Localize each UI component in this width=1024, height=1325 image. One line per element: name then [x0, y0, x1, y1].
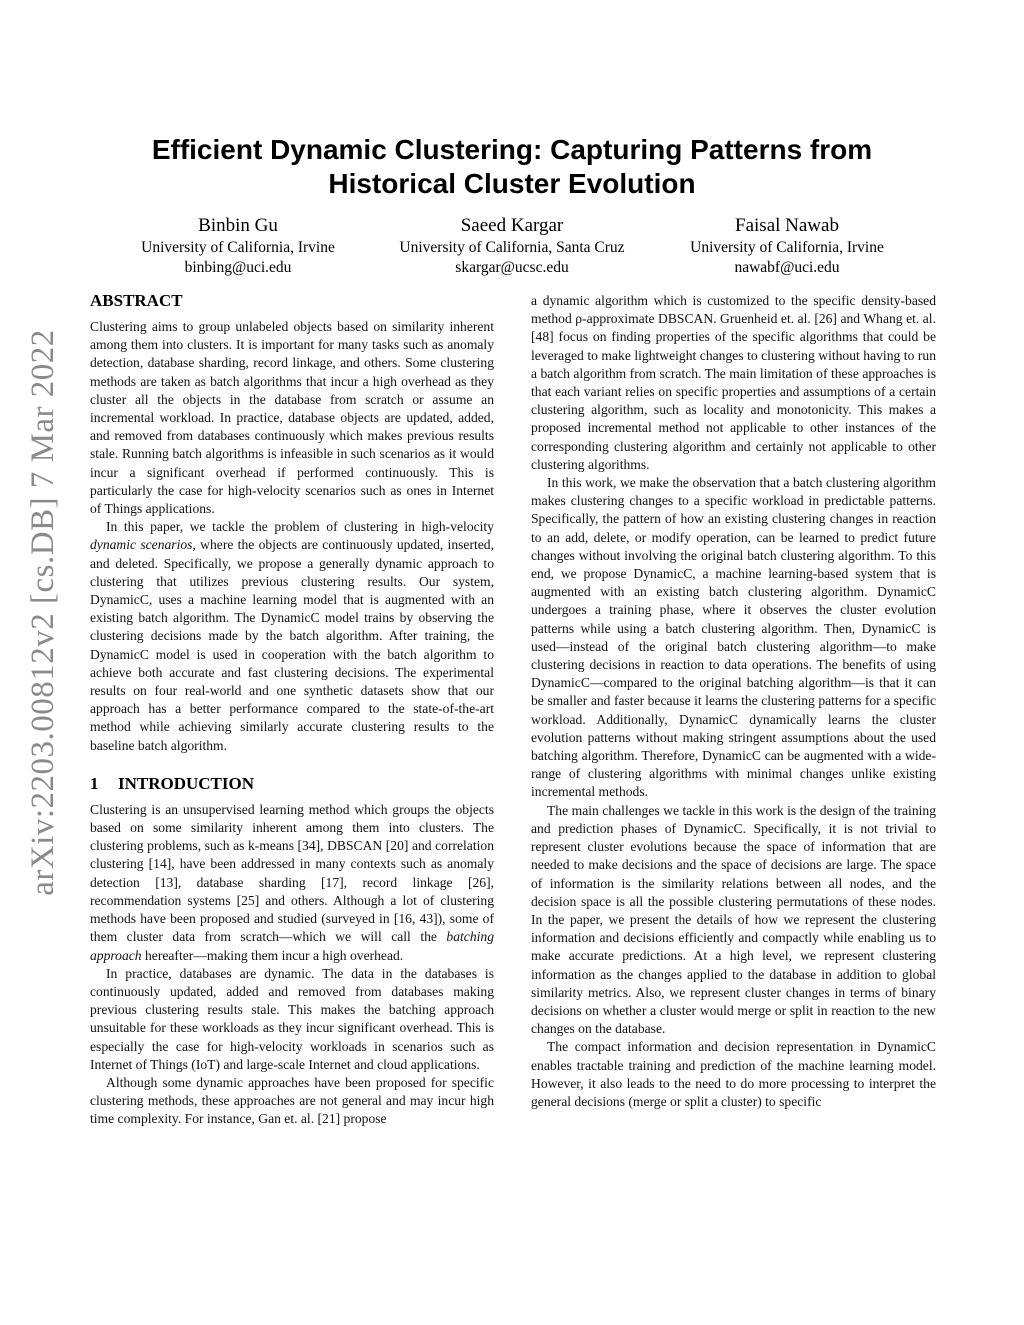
title-line-2: Historical Cluster Evolution: [328, 168, 696, 199]
abstract-heading: ABSTRACT: [90, 291, 183, 310]
body-paragraph: The main challenges we tackle in this work is the design of the training and prediction phases of DynamicC. Specifically, it is not trivial to represent cluster evolutions because the space of information that are needed to make decisions and the space of decisions are large. The space of information is the similarity relations between all nodes, and the decision space is all the possible clustering permutations of these nodes. In the paper, we present the details of how we represent the clustering information and decisions efficiently and compactly while enabling us to make accurate predictions. At a high level, we represent clustering information as the changes applied to the database in addition to global similarity metrics. Also, we represent cluster changes in terms of binary decisions on whether a cluster would merge or split in reaction to the new changes on the database.: [531, 802, 936, 1037]
author-name: Saeed Kargar: [460, 215, 564, 236]
author-name: Binbin Gu: [198, 215, 278, 236]
title-line-1: Efficient Dynamic Clustering: Capturing Patterns from: [151, 134, 873, 165]
author-name: Faisal Nawab: [735, 215, 839, 236]
intro-paragraph: Although some dynamic approaches have been proposed for specific clustering methods, these approaches are not general and may incur high time complexity. For instance, Gan et. al. [21] propose: [90, 1074, 494, 1127]
right-column: [531, 292, 936, 1111]
intro-text: hereafter—making them incur a high overhead.: [141, 947, 404, 963]
author-email[interactable]: nawabf@uci.edu: [734, 259, 840, 276]
author-block: [637, 214, 937, 278]
body-paragraph: The compact information and decision representation in DynamicC enables tractable training and prediction of the machine learning model. However, it also leads to the need to do more processing to interpret the general decisions (merge or split a cluster) to specific: [531, 1039, 936, 1109]
section-title: INTRODUCTION: [118, 773, 255, 793]
arxiv-stamp: [16, 320, 70, 905]
author-affiliation: University of California, Santa Cruz: [399, 239, 625, 256]
author-affiliation: University of California, Irvine: [690, 239, 884, 256]
paper-title: [100, 133, 924, 201]
author-email[interactable]: binbing@uci.edu: [184, 259, 292, 276]
intro-paragraph: In practice, databases are dynamic. The data in the databases is continuously updated, added and removed from databases making previous clustering results stale. This makes the batching approach unsuitable for these workloads as they incur significant overhead. This is especially the case for high-velocity workloads in scenarios such as Internet of Things (IoT) and large-scale Internet and cloud applications.: [90, 965, 494, 1072]
author-email[interactable]: skargar@ucsc.edu: [455, 259, 569, 276]
intro-emphasis: batching approach: [90, 929, 494, 963]
intro-paragraph: [90, 801, 494, 965]
intro-text: Clustering is an unsupervised learning method which groups the objects based on some similarity inherent among them into clusters. The clustering problems, such as k-means [34], DBSCAN [20] and correlation clustering [14], have been addressed in many contexts such as anomaly detection [13], database sharding [17], record linkage [26], recommendation systems [25] and others. Although a lot of clustering methods have been proposed and studied (surveyed in [16, 43]), some of them cluster data from scratch—which we will call the: [90, 801, 494, 945]
body-paragraph: a dynamic algorithm which is customized to the specific density-based method ρ-approximate DBSCAN. Gruenheid et. al. [26] and Whang et. al. [48] focus on finding properties of the specific algorithms that could be leveraged to make lightweight changes to clustering without having to run a batch algorithm from scratch. The main limitation of these approaches is that each variant relies on specific properties and assumptions of a certain clustering algorithm, such as locality and monotonicity. This makes a proposed incremental method not applicable to other instances of the corresponding clustering algorithm and certainly not applicable to other clustering algorithms.: [531, 293, 936, 472]
abstract-emphasis: dynamic scenarios: [90, 537, 193, 553]
abstract-paragraph: Clustering aims to group unlabeled objects based on similarity inherent among them into clusters. It is important for many tasks such as anomaly detection, database sharding, record linkage, and others. Some clustering methods are taken as batch algorithms that incur a high overhead as they cluster all the objects in the database from scratch or assume an incremental workload. In practice, database objects are updated, added, and removed from databases continuously which makes previous results stale. Running batch algorithms is infeasible in such scenarios as it would incur a significant overhead if performed continuously. This is particularly the case for high-velocity scenarios such as ones in Internet of Things applications.: [90, 319, 494, 517]
introduction-heading: [90, 773, 494, 795]
body-paragraph: In this work, we make the observation that a batch clustering algorithm makes clustering changes to a specific workload in predictable patterns. Specifically, the pattern of how an existing clustering changes in reaction to an add, delete, or modify operation, can be learned to predict future changes without involving the original batch clustering algorithm. To this end, we propose DynamicC, a machine learning-based system that is augmented with an existing batch clustering algorithm. DynamicC undergoes a training phase, where it observes the cluster evolution patterns while using a batch clustering algorithm. Then, DynamicC is used—instead of the original batch clustering algorithm—to make clustering decisions in reaction to data operations. The benefits of using DynamicC—compared to the original batching algorithm—is that it can be smaller and faster because it learns the clustering patterns for a specific workload. Additionally, DynamicC dynamically learns the cluster evolution patterns without making stringent assumptions about the used batching algorithm. Therefore, DynamicC can be augmented with a wide-range of clustering algorithms with minimal changes unlike existing incremental methods.: [531, 475, 936, 800]
abstract-text: In this paper, we tackle the problem of clustering in high-velocity: [106, 519, 494, 535]
abstract-text: , where the objects are continuously updated, inserted, and deleted. Specifically, we propose a generally dynamic approach to clustering that utilizes previous clustering results. Our system, DynamicC, uses a machine learning model that is augmented with an existing batch algorithm. The DynamicC model trains by observing the clustering decisions made by the batch algorithm. After training, the DynamicC model is used in cooperation with the batch algorithm to achieve both accurate and fast clustering decisions. The experimental results on four real-world and one synthetic datasets show that our approach has a better performance compared to the state-of-the-art method while achieving similarly accurate clustering results to the baseline batch algorithm.: [90, 537, 494, 753]
author-block: [362, 214, 662, 278]
section-number: 1: [90, 773, 99, 793]
arxiv-identifier[interactable]: arXiv:2203.00812v2 [cs.DB] 7 Mar 2022: [24, 329, 61, 896]
abstract-paragraph: [90, 518, 494, 755]
author-block: [88, 214, 388, 278]
left-column: [90, 290, 494, 1129]
author-affiliation: University of California, Irvine: [141, 239, 335, 256]
